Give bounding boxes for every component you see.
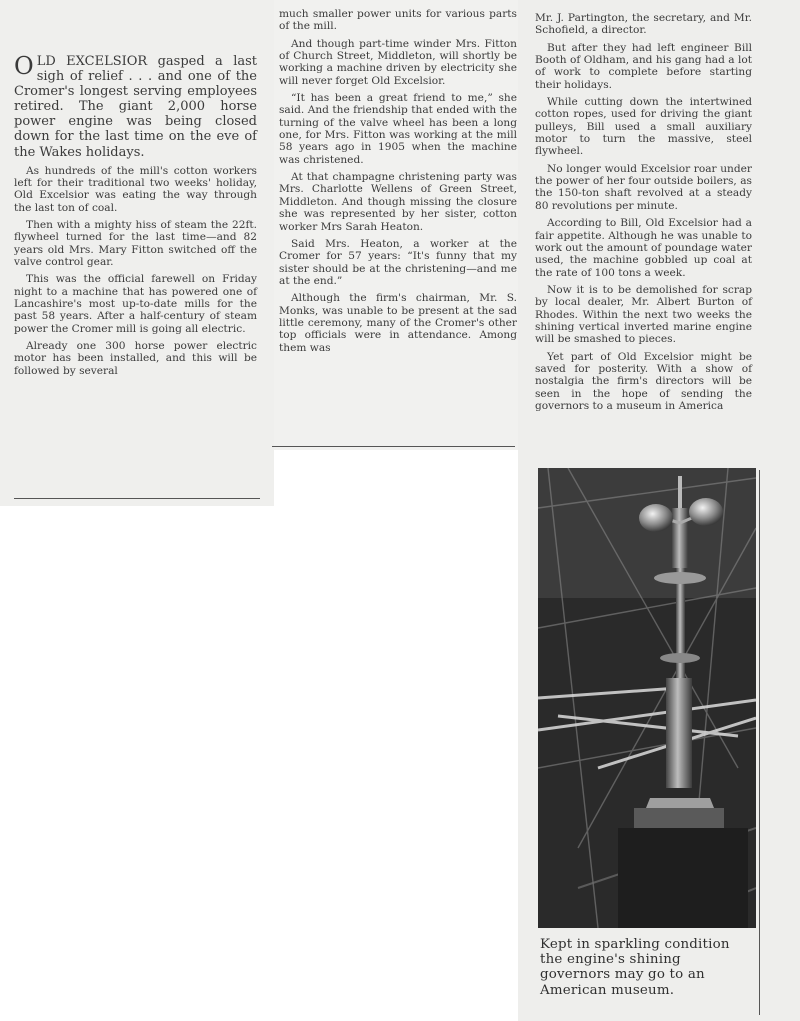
drop-cap: O	[14, 52, 34, 80]
lead-paragraph	[14, 54, 257, 160]
paragraph: Said Mrs. Heaton, a worker at the Cromer for 57 years: “It's funny that my sister should be at the christening—and me at the end.”	[279, 237, 517, 287]
paragraph: As hundreds of the mill's cotton workers left for their traditional two weeks' holiday, Old Excelsior was eating the way through the last ton of coal.	[14, 164, 257, 214]
photo-caption: Kept in sparkling condition the engine's shining governors may go to an American museum.	[540, 937, 730, 998]
engine-governor-image	[538, 468, 756, 928]
column-2	[279, 8, 517, 359]
column-rule	[759, 470, 760, 1015]
paragraph: According to Bill, Old Excelsior had a fair appetite. Although he was unable to work out the amount of poundage water used, the machine gobbled up coal at the rate of 100 tons a week.	[535, 217, 752, 279]
column-rule	[272, 446, 515, 447]
paragraph: much smaller power units for various parts of the mill.	[279, 8, 517, 33]
column-3	[535, 12, 752, 417]
paragraph: Then with a mighty hiss of steam the 22ft. flywheel turned for the last time—and 82 years old Mrs. Mary Fitton switched off the valve control gear.	[14, 219, 257, 269]
paragraph: Although the firm's chairman, Mr. S. Monks, was unable to be present at the sad little ceremony, many of the Cromer's other top officials were in attendance. Among them was	[279, 292, 517, 354]
paragraph: And though part-time winder Mrs. Fitton of Church Street, Middleton, will shortly be working a machine driven by electricity she will never forget Old Excelsior.	[279, 37, 517, 87]
column-rule	[14, 498, 260, 499]
paragraph: “It has been a great friend to me,” she said. And the friendship that ended with the turning of the valve wheel has been a long one, for Mrs. Fitton was working at the mill 58 years ago in 1905 when the machine was christened.	[279, 92, 517, 166]
engine-photo	[538, 468, 756, 928]
paragraph: Already one 300 horse power electric motor has been installed, and this will be followed by several	[14, 340, 257, 377]
paragraph: While cutting down the intertwined cotton ropes, used for driving the giant pulleys, Bill used a small auxiliary motor to turn the massive, steel flywheel.	[535, 96, 752, 158]
paragraph: But after they had left engineer Bill Booth of Oldham, and his gang had a lot of work to complete before starting their holidays.	[535, 41, 752, 91]
column-1	[14, 54, 257, 382]
paragraph: Yet part of Old Excelsior might be saved for posterity. With a show of nostalgia the firm's directors will be seen in the hope of sending the governors to a museum in America	[535, 350, 752, 412]
paragraph: This was the official farewell on Friday night to a machine that has powered one of Lancashire's most up-to-date mills for the past 58 years. After a half-century of steam power the Cromer mill is going all electric.	[14, 273, 257, 335]
lead-text: LD EXCELSIOR gasped a last sigh of relief . . . and one of the Cromer's longest serving employees retired. The giant 2,000 horse power engine was being closed down for the last time on the eve of the Wakes holidays.	[14, 54, 257, 160]
paragraph: At that champagne christening party was Mrs. Charlotte Wellens of Green Street, Middleton. And though missing the closure she was represented by her sister, cotton worker Mrs Sarah Heaton.	[279, 171, 517, 233]
paragraph: Now it is to be demolished for scrap by local dealer, Mr. Albert Burton of Rhodes. Within the next two weeks the shining vertical inverted marine engine will be smashed to pieces.	[535, 283, 752, 346]
paragraph: No longer would Excelsior roar under the power of her four outside boilers, as the 150-ton shaft revolved at a steady 80 revolutions per minute.	[535, 162, 752, 212]
paragraph: Mr. J. Partington, the secretary, and Mr. Schofield, a director.	[535, 12, 752, 37]
